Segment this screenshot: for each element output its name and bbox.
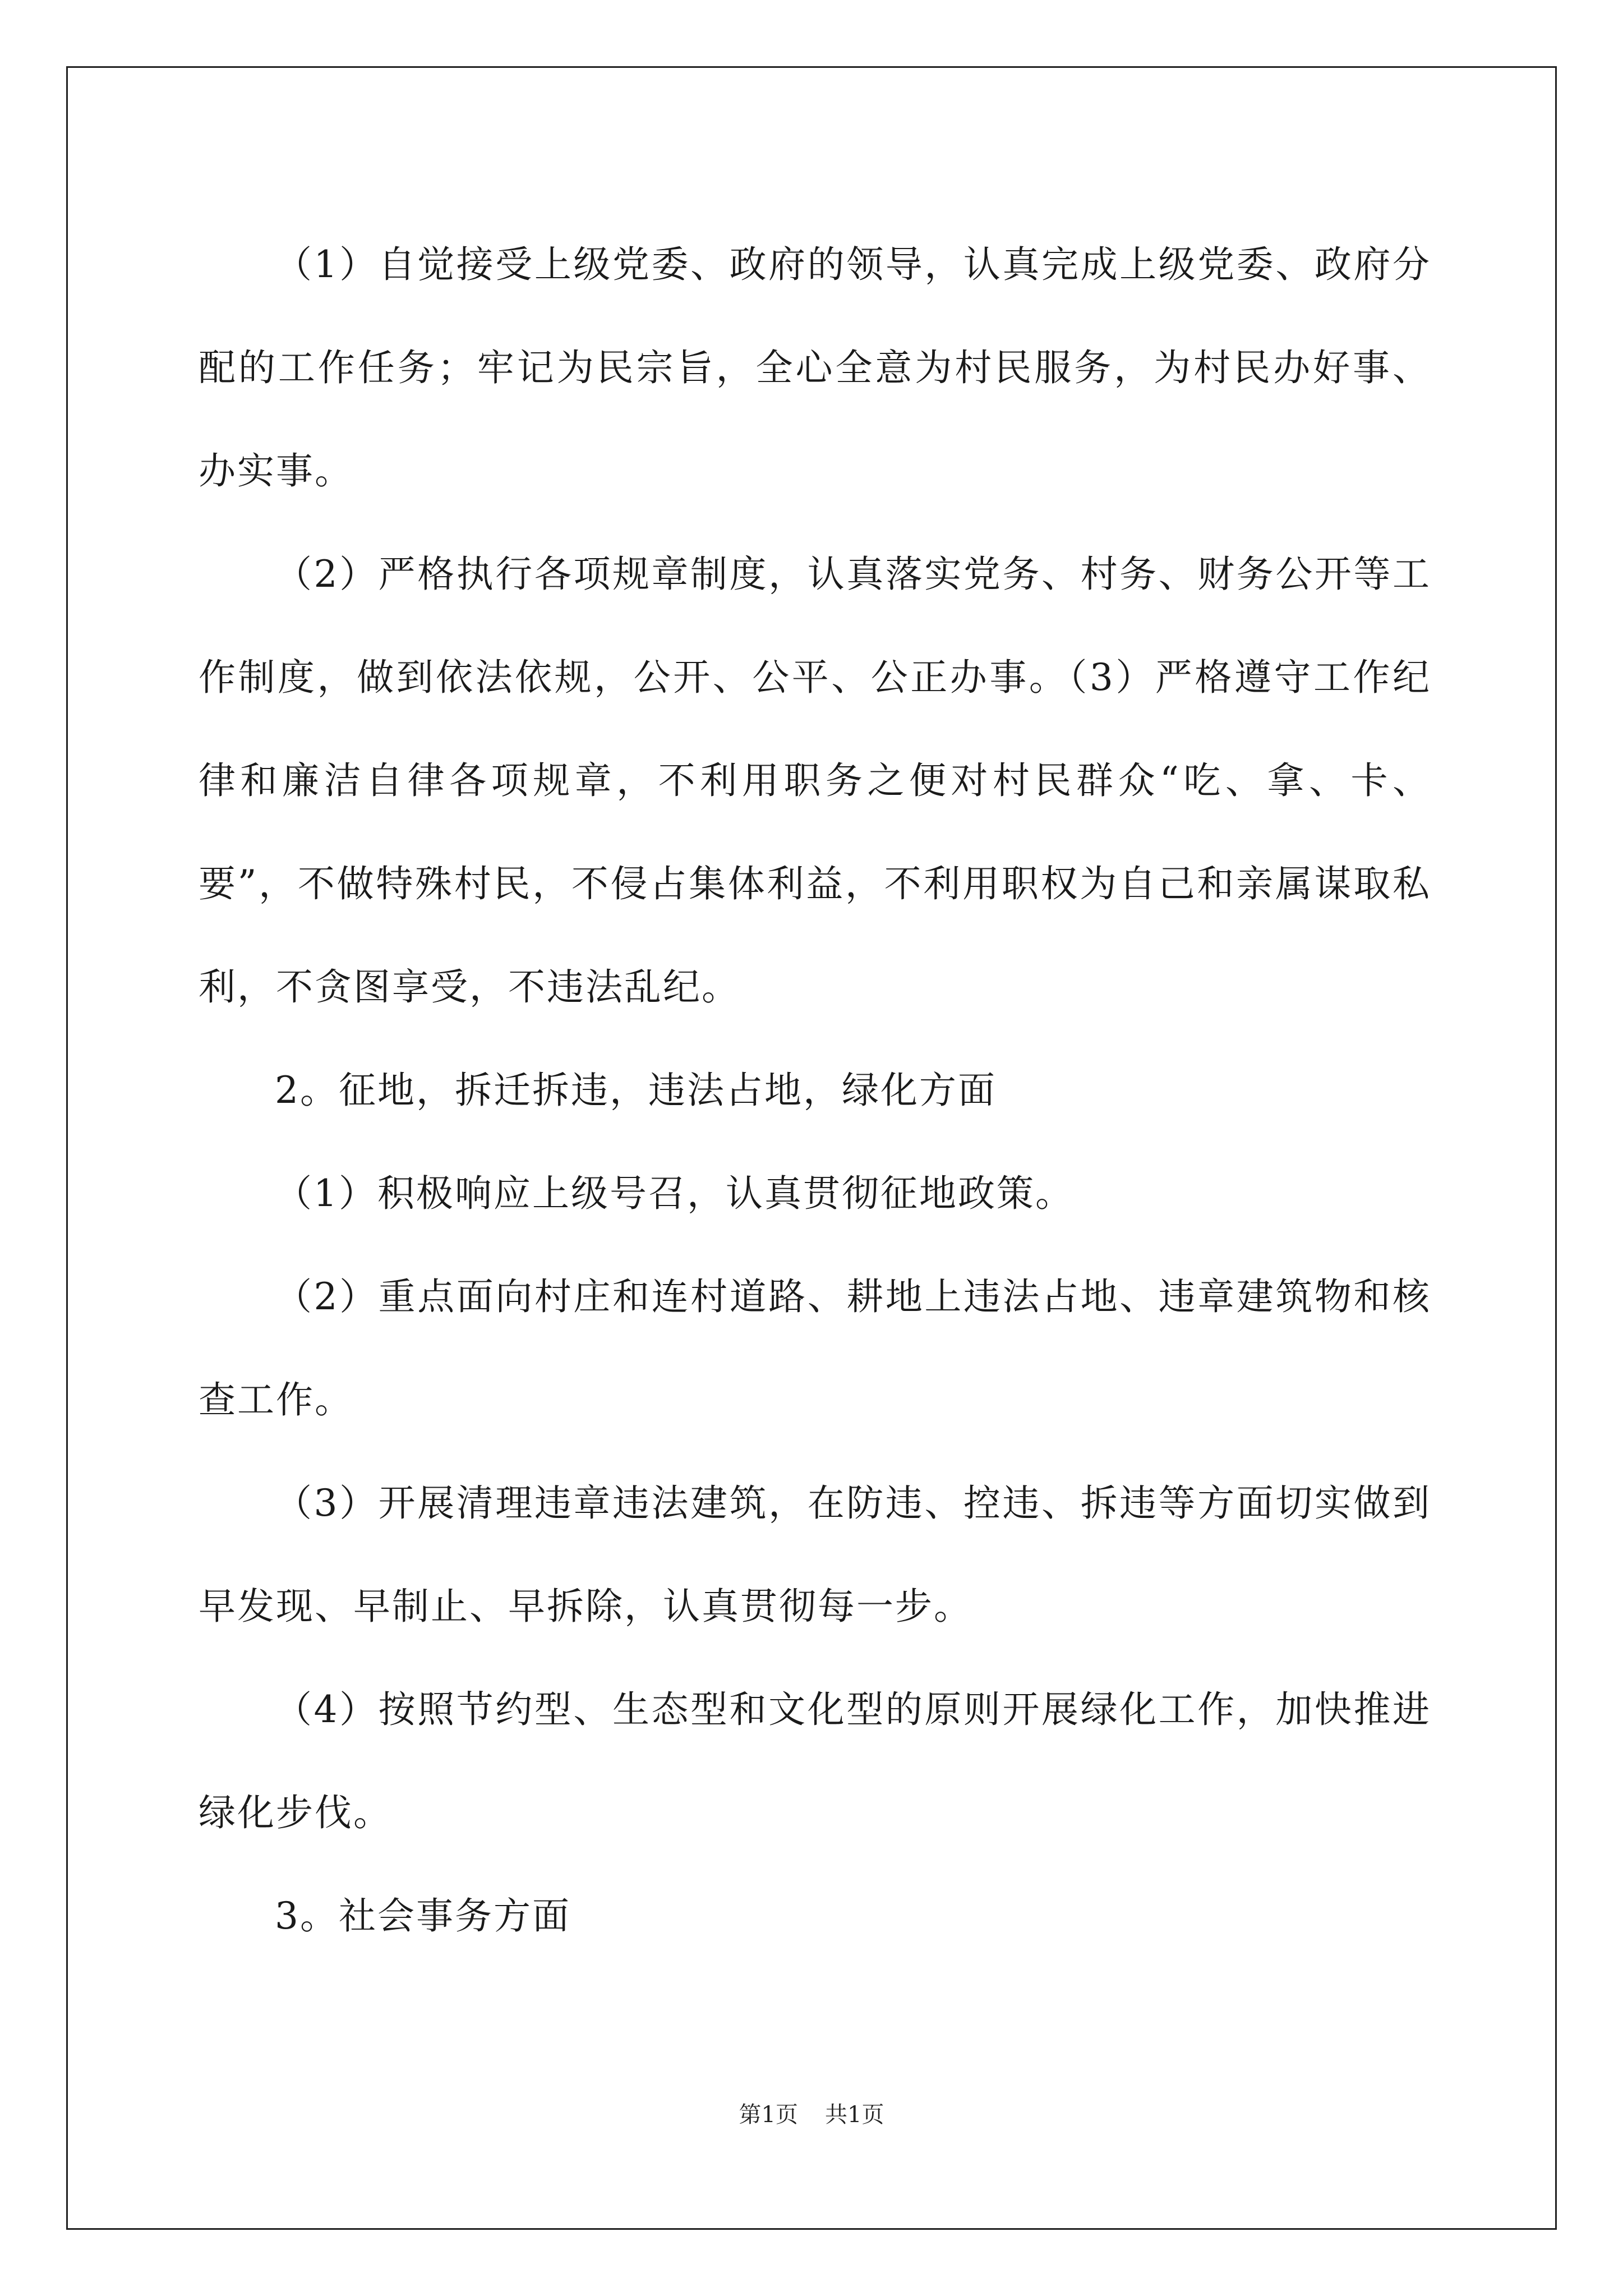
paragraph: （2）重点面向村庄和连村道路、耕地上违法占地、违章建筑物和核查工作。 [199,1275,1431,1421]
paragraph: （4）按照节约型、生态型和文化型的原则开展绿化工作，加快推进绿化步伐。 [199,1688,1431,1834]
paragraph: （3）开展清理违章违法建筑，在防违、控违、拆违等方面切实做到早发现、早制止、早拆除，认真贯彻每一步。 [199,1481,1431,1628]
page-number: 第1页 [739,2102,798,2128]
section-heading: 2。征地，拆迁拆违，违法占地，绿化方面 [275,1069,997,1112]
section-heading: 3。社会事务方面 [275,1894,571,1938]
document-body [199,213,1431,1968]
paragraph: （1）自觉接受上级党委、政府的领导，认真完成上级党委、政府分配的工作任务；牢记为民宗旨，全心全意为村民服务，为村民办好事、办实事。 [199,243,1431,493]
paragraph: （1）积极响应上级号召，认真贯彻征地政策。 [275,1172,1074,1215]
page-footer [0,2098,1623,2132]
page-total: 共1页 [825,2102,884,2128]
paragraph: （2）严格执行各项规章制度，认真落实党务、村务、财务公开等工作制度，做到依法依规，公开、公平、公正办事。（3）严格遵守工作纪律和廉洁自律各项规章，不利用职务之便对村民群众“吃、拿、卡、要”，不做特殊村民，不侵占集体利益，不利用职权为自己和亲属谋取私利，不贪图享受，不违法乱纪。 [199,553,1431,1009]
